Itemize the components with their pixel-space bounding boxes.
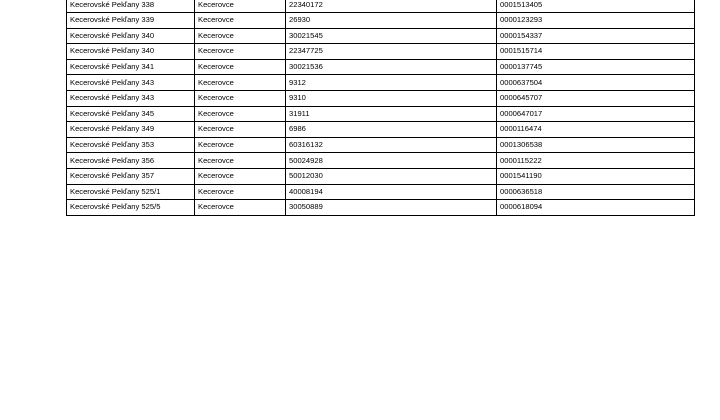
table-row xyxy=(67,28,695,44)
table-cell: 9312 xyxy=(286,75,497,91)
table-cell: Kecerovce xyxy=(195,13,286,29)
table-cell: Kecerovce xyxy=(195,0,286,13)
table-cell: 0000618094 xyxy=(497,200,695,216)
table-row xyxy=(67,184,695,200)
table-cell: 0001541190 xyxy=(497,168,695,184)
table-row xyxy=(67,137,695,153)
table-cell: Kecerovce xyxy=(195,106,286,122)
table-cell: 0000123293 xyxy=(497,13,695,29)
table-cell: 0001513405 xyxy=(497,0,695,13)
table-cell: 0000647017 xyxy=(497,106,695,122)
table-cell: Kecerovské Pekľany 339 xyxy=(67,13,195,29)
table-cell: Kecerovce xyxy=(195,200,286,216)
table-cell: Kecerovce xyxy=(195,122,286,138)
table-cell: Kecerovce xyxy=(195,168,286,184)
table-cell: Kecerovce xyxy=(195,44,286,60)
table-cell: 0000645707 xyxy=(497,90,695,106)
table-cell: Kecerovské Pekľany 353 xyxy=(67,137,195,153)
table-cell: Kecerovské Pekľany 338 xyxy=(67,0,195,13)
table-cell: Kecerovské Pekľany 343 xyxy=(67,75,195,91)
address-table-body xyxy=(67,0,695,215)
table-cell: 0000637504 xyxy=(497,75,695,91)
table-row xyxy=(67,122,695,138)
table-cell: 26930 xyxy=(286,13,497,29)
table-cell: Kecerovce xyxy=(195,137,286,153)
table-row xyxy=(67,44,695,60)
table-cell: 0000116474 xyxy=(497,122,695,138)
table-cell: 60316132 xyxy=(286,137,497,153)
table-row xyxy=(67,168,695,184)
table-cell: 50024928 xyxy=(286,153,497,169)
table-cell: 0000636518 xyxy=(497,184,695,200)
table-cell: 22340172 xyxy=(286,0,497,13)
table-cell: 30050889 xyxy=(286,200,497,216)
table-cell: 6986 xyxy=(286,122,497,138)
table-cell: 9310 xyxy=(286,90,497,106)
table-cell: Kecerovce xyxy=(195,59,286,75)
table-cell: Kecerovce xyxy=(195,184,286,200)
table-row xyxy=(67,13,695,29)
table-row xyxy=(67,59,695,75)
table-row xyxy=(67,75,695,91)
table-cell: 30021545 xyxy=(286,28,497,44)
table-cell: 22347725 xyxy=(286,44,497,60)
table-cell: 0000115222 xyxy=(497,153,695,169)
table-cell: Kecerovské Pekľany 356 xyxy=(67,153,195,169)
address-table xyxy=(66,0,695,216)
table-cell: 40008194 xyxy=(286,184,497,200)
table-cell: Kecerovce xyxy=(195,153,286,169)
table-cell: Kecerovské Pekľany 340 xyxy=(67,44,195,60)
table-row xyxy=(67,153,695,169)
table-row xyxy=(67,200,695,216)
table-row xyxy=(67,90,695,106)
table-row xyxy=(67,106,695,122)
table-cell: Kecerovské Pekľany 341 xyxy=(67,59,195,75)
table-cell: 0000137745 xyxy=(497,59,695,75)
table-cell: Kecerovské Pekľany 525/1 xyxy=(67,184,195,200)
table-cell: Kecerovce xyxy=(195,28,286,44)
table-cell: Kecerovské Pekľany 345 xyxy=(67,106,195,122)
table-cell: Kecerovské Pekľany 340 xyxy=(67,28,195,44)
table-cell: Kecerovské Pekľany 349 xyxy=(67,122,195,138)
table-cell: Kecerovské Pekľany 525/5 xyxy=(67,200,195,216)
table-cell: Kecerovce xyxy=(195,75,286,91)
table-cell: Kecerovské Pekľany 343 xyxy=(67,90,195,106)
address-table-container xyxy=(66,0,694,216)
table-cell: 0001515714 xyxy=(497,44,695,60)
table-cell: 50012030 xyxy=(286,168,497,184)
table-cell: Kecerovce xyxy=(195,90,286,106)
table-cell: 0001306538 xyxy=(497,137,695,153)
table-cell: Kecerovské Pekľany 357 xyxy=(67,168,195,184)
table-cell: 0000154337 xyxy=(497,28,695,44)
table-row xyxy=(67,0,695,13)
table-cell: 30021536 xyxy=(286,59,497,75)
table-cell: 31911 xyxy=(286,106,497,122)
